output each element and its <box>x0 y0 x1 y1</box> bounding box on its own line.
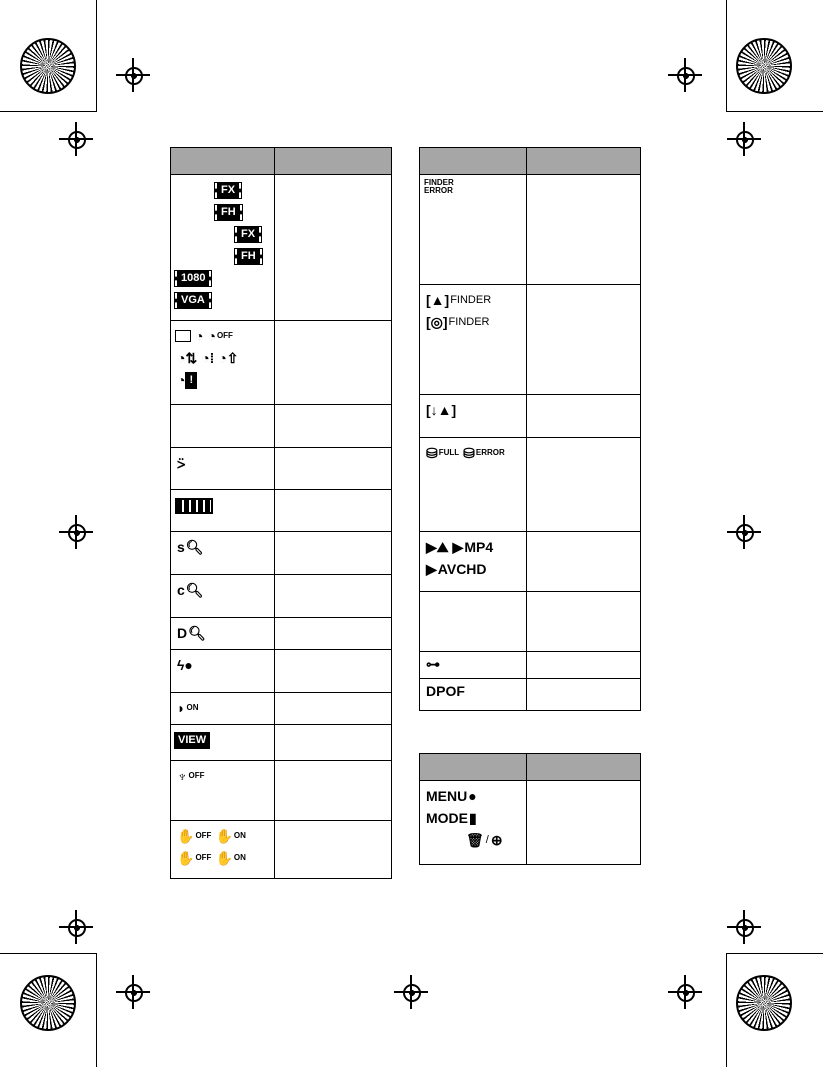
wifi-pause-icon: ◔⁞ <box>201 350 215 366</box>
crosshair-icon <box>59 122 93 156</box>
key-icon: ⊶ <box>426 656 440 672</box>
table-row <box>171 405 392 448</box>
finder-temp-icon: [◎] FINDER <box>426 314 490 330</box>
crosshair-icon <box>116 975 150 1009</box>
mic-off-icon: ♆ OFF <box>177 768 205 784</box>
table-row <box>420 438 641 532</box>
wifi-icons <box>171 321 275 405</box>
crosshair-icon <box>727 122 761 156</box>
crosshair-icon <box>59 515 93 549</box>
registration-wheel-top-right <box>736 38 792 94</box>
icon-cell <box>171 725 275 761</box>
button-icon-table <box>419 753 641 865</box>
dpof-icon: DPOF <box>426 683 465 699</box>
table-row <box>171 618 392 650</box>
description-cell <box>275 405 392 448</box>
crosshair-icon <box>668 975 702 1009</box>
finder-eye-icon: [↓▲] <box>426 402 457 418</box>
description-cell <box>275 725 392 761</box>
trash-icon: 🗑︎ <box>466 832 484 848</box>
description-cell <box>527 781 641 865</box>
header-display <box>420 754 527 781</box>
description-cell <box>275 761 392 821</box>
crop-line <box>726 0 727 112</box>
c-zoom-icon: c 🔍︎ <box>177 582 204 598</box>
header-indication <box>527 754 641 781</box>
description-cell <box>527 395 641 438</box>
crosshair-icon <box>116 58 150 92</box>
table-row <box>171 321 392 405</box>
zoom-in-icon: ⊕ <box>490 832 503 848</box>
table-row <box>171 175 392 321</box>
icon-cell <box>171 618 275 650</box>
table-header-row <box>420 148 641 175</box>
icon-cell <box>171 575 275 618</box>
menu-button-icon: MENU ● <box>426 788 477 804</box>
wifi-transfer-icon: ◔⇅ <box>177 350 198 366</box>
description-cell <box>275 490 392 532</box>
table-row <box>420 175 641 285</box>
crosshair-icon <box>59 910 93 944</box>
registration-wheel-bottom-left <box>20 975 76 1031</box>
icon-cell <box>420 175 527 285</box>
right-icon-table <box>419 147 641 711</box>
fh-icon: FH <box>235 249 262 264</box>
table-row <box>420 652 641 679</box>
steady-off-icon: ✋ OFF <box>177 828 212 844</box>
steady-on-icon: ✋ ON <box>215 828 246 844</box>
description-cell <box>275 693 392 725</box>
icon-cell <box>171 650 275 693</box>
icon-cell <box>420 679 527 711</box>
icon-cell <box>171 532 275 575</box>
description-cell <box>275 650 392 693</box>
table-row <box>171 575 392 618</box>
database-full-icon: ⛁ FULL <box>426 445 460 461</box>
table-row <box>420 395 641 438</box>
registration-wheel-bottom-right <box>736 975 792 1031</box>
playback-avchd-icon: ▶ AVCHD <box>426 561 487 577</box>
d-zoom-icon: D 🔍︎ <box>177 625 206 641</box>
left-icon-table <box>170 147 392 879</box>
table-row <box>420 532 641 592</box>
header-display <box>171 148 275 175</box>
description-cell <box>275 575 392 618</box>
crop-line <box>726 111 823 112</box>
finder-error-icon: FINDER ERROR <box>424 178 454 195</box>
crop-line <box>726 953 727 1067</box>
hd-1080-icon: 1080 <box>175 271 211 286</box>
table-row <box>171 725 392 761</box>
wifi-error-icon: ◔ ! <box>177 373 196 388</box>
description-cell <box>275 321 392 405</box>
icon-cell <box>171 448 275 490</box>
battery-icon <box>175 498 213 514</box>
database-error-icon: ⛁ ERROR <box>463 445 505 461</box>
vga-icon: VGA <box>175 293 211 308</box>
fx-icon: FX <box>215 183 241 198</box>
playback-still-icon: ▶⛰ <box>426 539 449 555</box>
mode-button-icon: MODE ▮ <box>426 810 477 826</box>
crop-line <box>96 953 97 1067</box>
description-cell <box>527 679 641 711</box>
description-cell <box>527 592 641 652</box>
description-cell <box>527 652 641 679</box>
wifi-upload-icon: ◔⇧ <box>218 350 239 366</box>
icon-cell <box>420 532 527 592</box>
s-zoom-icon: s 🔍︎ <box>177 539 204 555</box>
header-indication <box>275 148 392 175</box>
view-icon: VIEW <box>175 733 209 748</box>
icon-cell <box>171 693 275 725</box>
icon-cell: MENU ● MODE ▮ 🗑︎ / ⊕ <box>420 781 527 865</box>
table-row <box>171 821 392 879</box>
description-cell <box>275 821 392 879</box>
table-row <box>420 781 641 865</box>
fx-icon: FX <box>235 227 261 242</box>
description-cell <box>527 285 641 395</box>
finder-temp-icon: [▲] FINDER <box>426 292 492 308</box>
steady-on-warn-icon: ✋ ON <box>215 850 246 866</box>
steady-off-warn-icon: ✋ OFF <box>177 850 212 866</box>
crosshair-icon <box>394 975 428 1009</box>
description-cell <box>275 532 392 575</box>
table-row <box>420 679 641 711</box>
icon-cell <box>171 490 275 532</box>
table-row <box>171 532 392 575</box>
smile-shutter-icon: ⍩ <box>177 455 186 471</box>
playback-mp4-icon: ▶ MP4 <box>452 539 494 555</box>
description-cell <box>527 438 641 532</box>
description-cell <box>527 175 641 285</box>
table-row <box>420 285 641 395</box>
card-icon <box>175 330 191 342</box>
wifi-icon: ◔ <box>195 328 204 344</box>
description-cell <box>275 618 392 650</box>
icon-cell <box>171 761 275 821</box>
steady-shot-icons <box>171 821 275 879</box>
header-display <box>420 148 527 175</box>
table-row <box>171 650 392 693</box>
crosshair-icon <box>668 58 702 92</box>
description-cell <box>275 448 392 490</box>
icon-cell <box>420 592 527 652</box>
description-cell <box>527 532 641 592</box>
header-indication <box>527 148 641 175</box>
crop-line <box>96 0 97 112</box>
crosshair-icon <box>727 910 761 944</box>
table-row <box>420 592 641 652</box>
icon-cell <box>420 395 527 438</box>
table-row <box>171 693 392 725</box>
table-row <box>171 490 392 532</box>
movie-format-icons <box>171 175 275 321</box>
icon-cell <box>420 285 527 395</box>
crosshair-icon <box>727 515 761 549</box>
icon-cell <box>420 652 527 679</box>
wifi-off-icon: ◔ OFF <box>207 328 233 344</box>
crop-line <box>0 953 97 954</box>
fh-icon: FH <box>215 205 242 220</box>
icon-cell <box>171 405 275 448</box>
table-header-row <box>420 754 641 781</box>
table-row <box>171 761 392 821</box>
flash-charge-icon: ϟ● <box>177 657 193 673</box>
registration-wheel-top-left <box>20 38 76 94</box>
crop-line <box>0 111 97 112</box>
table-row <box>171 448 392 490</box>
icon-cell <box>420 438 527 532</box>
description-cell <box>275 175 392 321</box>
af-illuminator-icon: ◗ ON <box>177 700 199 716</box>
crop-line <box>726 953 823 954</box>
table-header-row <box>171 148 392 175</box>
